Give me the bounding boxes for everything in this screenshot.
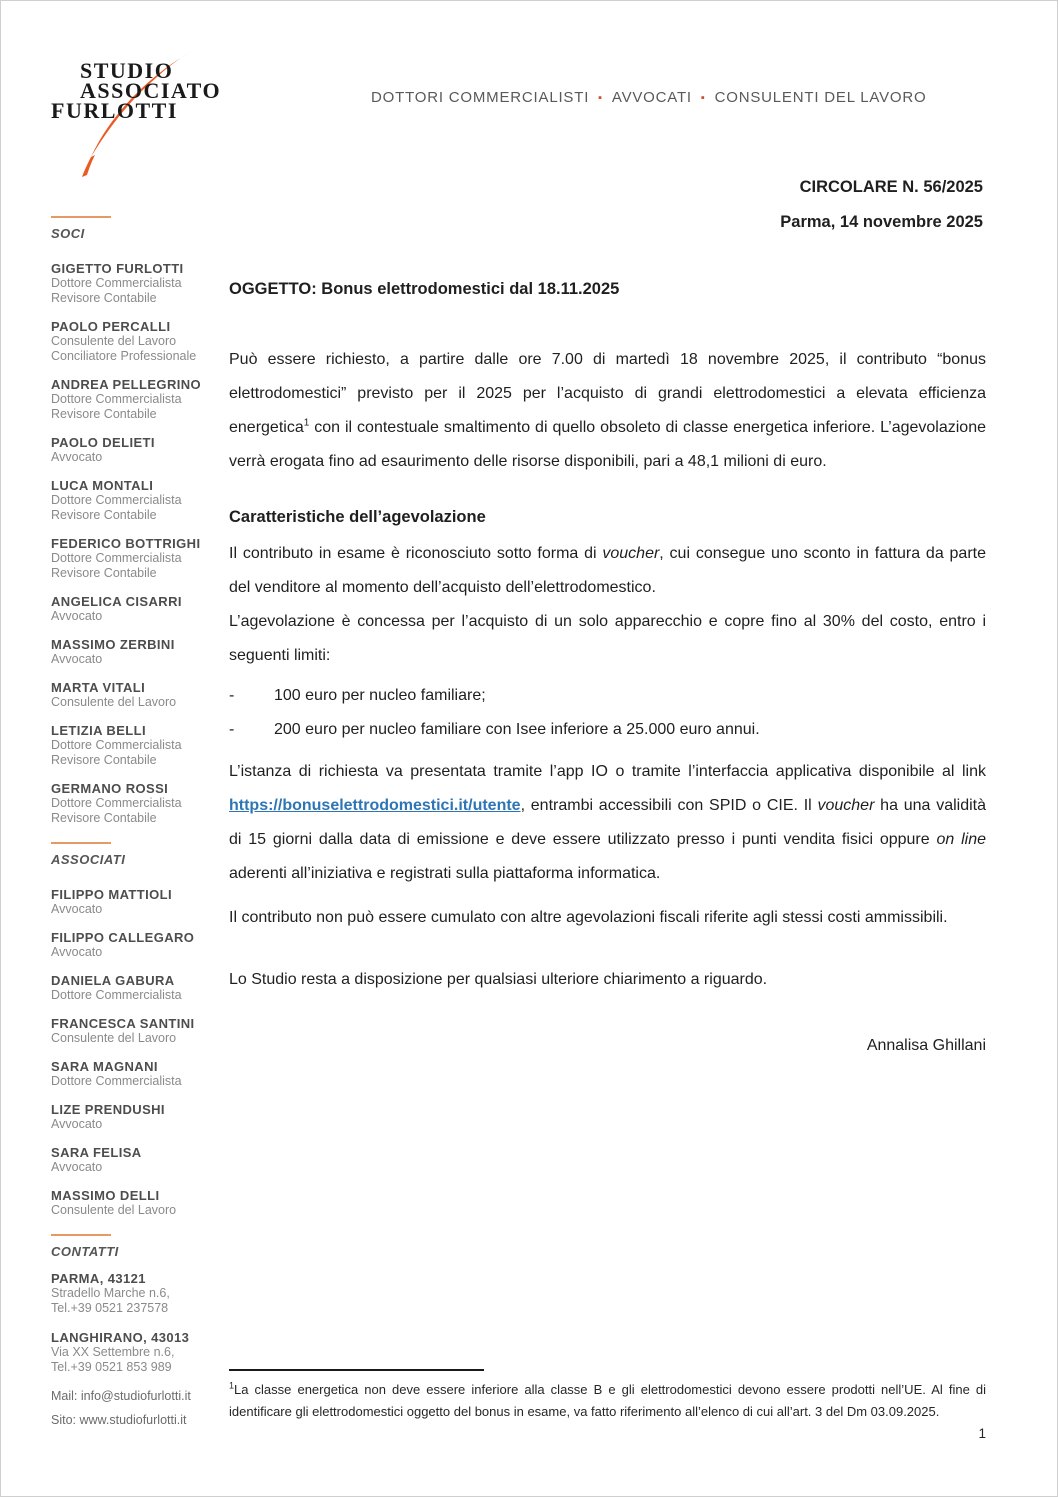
member-role: Avvocato bbox=[51, 1117, 103, 1131]
footnote-separator-line bbox=[229, 1369, 484, 1371]
sidebar-section-contatti bbox=[51, 1234, 223, 1428]
footnote-reference: 1 bbox=[303, 417, 310, 429]
member-role: Revisore Contabile bbox=[51, 811, 157, 825]
footnote-text bbox=[229, 1379, 986, 1422]
member-name: GIGETTO FURLOTTI bbox=[51, 261, 184, 276]
footnote-number: 1 bbox=[229, 1380, 235, 1391]
member-name: MASSIMO ZERBINI bbox=[51, 637, 175, 652]
member-role: Conciliatore Professionale bbox=[51, 349, 197, 363]
member-item bbox=[51, 973, 223, 1003]
soci-label: SOCI bbox=[51, 226, 85, 241]
tagline-part-commercialisti: DOTTORI COMMERCIALISTI bbox=[371, 89, 590, 106]
member-item bbox=[51, 478, 223, 523]
member-role: Consulente del Lavoro bbox=[51, 1031, 177, 1045]
member-name: FRANCESCA SANTINI bbox=[51, 1016, 195, 1031]
subject-line: OGGETTO: Bonus elettrodomestici dal 18.11.2025 bbox=[229, 280, 620, 298]
member-role: Dottore Commercialista bbox=[51, 796, 182, 810]
office-phone: Tel.+39 0521 853 989 bbox=[51, 1360, 172, 1374]
paragraph-closing: Lo Studio resta a disposizione per qualsiasi ulteriore chiarimento a riguardo. bbox=[229, 971, 768, 988]
member-name: ANGELICA CISARRI bbox=[51, 594, 182, 609]
member-role: Dottore Commercialista bbox=[51, 1074, 182, 1088]
member-name: PAOLO DELIETI bbox=[51, 435, 155, 450]
office-address: Via XX Settembre n.6, bbox=[51, 1345, 175, 1359]
page-number: 1 bbox=[978, 1426, 986, 1441]
section-divider-line bbox=[51, 842, 111, 844]
list-dash: - bbox=[229, 721, 235, 738]
sidebar-section-associati bbox=[51, 842, 223, 1218]
sidebar bbox=[51, 216, 223, 1428]
member-role: Avvocato bbox=[51, 1160, 103, 1174]
section-divider-line bbox=[51, 216, 111, 218]
member-role: Dottore Commercialista bbox=[51, 392, 182, 406]
italic-term-voucher: voucher bbox=[602, 545, 660, 562]
logo-line-studio: STUDIO bbox=[80, 58, 174, 83]
member-role: Dottore Commercialista bbox=[51, 551, 182, 565]
tagline-part-consulenti: CONSULENTI DEL LAVORO bbox=[714, 89, 927, 106]
tagline-part-avvocati: AVVOCATI bbox=[611, 89, 692, 106]
paragraph-text: ha una validità di 15 giorni dalla data di emissione e deve essere utilizzato presso i punti vendita fisici oppure bbox=[229, 797, 987, 848]
office-langhirano bbox=[51, 1330, 223, 1375]
tagline-separator-icon: ▪ bbox=[598, 92, 603, 104]
contact-mail: Mail: info@studiofurlotti.it bbox=[51, 1389, 191, 1403]
firm-tagline bbox=[371, 89, 926, 106]
member-role: Dottore Commercialista bbox=[51, 988, 182, 1002]
member-name: ANDREA PELLEGRINO bbox=[51, 377, 202, 392]
member-name: LETIZIA BELLI bbox=[51, 723, 146, 738]
member-item bbox=[51, 377, 223, 422]
firm-logo bbox=[49, 51, 239, 171]
member-role: Consulente del Lavoro bbox=[51, 334, 177, 348]
office-parma bbox=[51, 1271, 223, 1316]
member-name: FILIPPO CALLEGARO bbox=[51, 930, 195, 945]
member-name: MARTA VITALI bbox=[51, 680, 146, 695]
section-heading-caratteristiche: Caratteristiche dell’agevolazione bbox=[229, 508, 486, 526]
paragraph-voucher bbox=[229, 537, 986, 605]
paragraph-istanza bbox=[229, 755, 986, 891]
place-and-date: Parma, 14 novembre 2025 bbox=[780, 213, 983, 231]
list-dash: - bbox=[229, 687, 235, 704]
circular-number: CIRCOLARE N. 56/2025 bbox=[799, 178, 983, 196]
member-item bbox=[51, 594, 223, 624]
member-name: SARA FELISA bbox=[51, 1145, 142, 1160]
paragraph-text: , entrambi accessibili con SPID o CIE. Il bbox=[520, 797, 818, 814]
member-name: PAOLO PERCALLI bbox=[51, 319, 171, 334]
member-name: FILIPPO MATTIOLI bbox=[51, 887, 172, 902]
member-item bbox=[51, 637, 223, 667]
member-item bbox=[51, 680, 223, 710]
limits-list bbox=[229, 679, 986, 747]
circular-header bbox=[229, 177, 983, 232]
paragraph-text: , cui consegue uno sconto in fattura da parte del venditore al momento dell’acquisto dell’elettrodomestico. bbox=[229, 545, 987, 596]
office-city: PARMA, 43121 bbox=[51, 1271, 146, 1286]
italic-term-voucher: voucher bbox=[817, 797, 875, 814]
member-item bbox=[51, 1059, 223, 1089]
bonus-portal-link[interactable]: https://bonuselettrodomestici.it/utente bbox=[229, 797, 521, 814]
paragraph-cumulo: Il contributo non può essere cumulato con altre agevolazioni fiscali riferite agli stessi costi ammissibili. bbox=[229, 909, 948, 926]
member-item bbox=[51, 887, 223, 917]
footnote-area bbox=[229, 1369, 986, 1441]
tagline-separator-icon: ▪ bbox=[700, 92, 706, 104]
list-item bbox=[229, 679, 986, 713]
member-role: Consulente del Lavoro bbox=[51, 1203, 177, 1217]
footnote-body: La classe energetica non deve essere inferiore alla classe B e gli elettrodomestici devono essere prodotti nell’UE. Al fine di identificare gli elettrodomestici oggetto del bonus in esame, va fatto riferimento all’elenco di cui all’art. 3 del Dm 03.09.2025. bbox=[229, 1382, 986, 1419]
member-item bbox=[51, 1188, 223, 1218]
member-role: Dottore Commercialista bbox=[51, 276, 182, 290]
member-item bbox=[51, 1016, 223, 1046]
member-name: LUCA MONTALI bbox=[51, 478, 154, 493]
member-role: Dottore Commercialista bbox=[51, 493, 182, 507]
member-item bbox=[51, 781, 223, 826]
member-item bbox=[51, 536, 223, 581]
paragraph-intro bbox=[229, 343, 986, 479]
office-phone: Tel.+39 0521 237578 bbox=[51, 1301, 169, 1315]
paragraph-limits: L’agevolazione è concessa per l’acquisto di un solo apparecchio e copre fino al 30% del costo, entro i seguenti limiti: bbox=[229, 613, 986, 664]
paragraph-text: Il contributo in esame è riconosciuto sotto forma di bbox=[229, 545, 603, 562]
member-name: DANIELA GABURA bbox=[51, 973, 175, 988]
list-item bbox=[229, 713, 986, 747]
section-divider-line bbox=[51, 1234, 111, 1236]
member-role: Avvocato bbox=[51, 902, 103, 916]
member-role: Revisore Contabile bbox=[51, 291, 157, 305]
office-address: Stradello Marche n.6, bbox=[51, 1286, 170, 1300]
member-role: Dottore Commercialista bbox=[51, 738, 182, 752]
member-item bbox=[51, 1102, 223, 1132]
contact-site: Sito: www.studiofurlotti.it bbox=[51, 1413, 187, 1427]
member-role: Avvocato bbox=[51, 945, 103, 959]
member-item bbox=[51, 435, 223, 465]
member-name: LIZE PRENDUSHI bbox=[51, 1102, 165, 1117]
italic-term-online: on line bbox=[936, 831, 986, 848]
member-name: GERMANO ROSSI bbox=[51, 781, 169, 796]
member-role: Revisore Contabile bbox=[51, 407, 157, 421]
paragraph-text: con il contestuale smaltimento di quello obsoleto di classe energetica inferiore. L’agevolazione verrà erogata fino ad esaurimento delle risorse disponibili, pari a 48,1 milioni di euro. bbox=[229, 419, 986, 470]
list-item-text: 100 euro per nucleo familiare; bbox=[274, 687, 486, 704]
paragraph-text: L’istanza di richiesta va presentata tramite l’app IO o tramite l’interfaccia applicativa disponibile al link bbox=[229, 763, 986, 780]
contatti-label: CONTATTI bbox=[51, 1244, 119, 1259]
member-role: Avvocato bbox=[51, 450, 103, 464]
member-item bbox=[51, 1145, 223, 1175]
member-role: Revisore Contabile bbox=[51, 508, 157, 522]
member-item bbox=[51, 319, 223, 364]
member-role: Revisore Contabile bbox=[51, 753, 157, 767]
paragraph-text: aderenti all’iniziativa e registrati sulla piattaforma informatica. bbox=[229, 865, 661, 882]
member-name: FEDERICO BOTTRIGHI bbox=[51, 536, 201, 551]
member-role: Avvocato bbox=[51, 652, 103, 666]
member-role: Revisore Contabile bbox=[51, 566, 157, 580]
logo-line-associato: ASSOCIATO bbox=[80, 78, 222, 103]
logo-line-furlotti: FURLOTTI bbox=[51, 98, 178, 123]
member-name: MASSIMO DELLI bbox=[51, 1188, 160, 1203]
member-item bbox=[51, 261, 223, 306]
office-city: LANGHIRANO, 43013 bbox=[51, 1330, 190, 1345]
signature-name: Annalisa Ghillani bbox=[866, 1037, 986, 1054]
associati-label: ASSOCIATI bbox=[51, 852, 126, 867]
sidebar-section-soci bbox=[51, 216, 223, 826]
member-name: SARA MAGNANI bbox=[51, 1059, 158, 1074]
logo-text bbox=[49, 51, 239, 121]
list-item-text: 200 euro per nucleo familiare con Isee inferiore a 25.000 euro annui. bbox=[274, 721, 760, 738]
member-role: Avvocato bbox=[51, 609, 103, 623]
paragraph-text: Può essere richiesto, a partire dalle ore 7.00 di martedì 18 novembre 2025, il contributo “bonus elettrodomestici” previsto per il 2025 per l’acquisto di grandi elettrodomestici a elevata efficienza energetica bbox=[229, 351, 986, 436]
letter-body bbox=[229, 271, 986, 1061]
member-item bbox=[51, 930, 223, 960]
member-item bbox=[51, 723, 223, 768]
member-role: Consulente del Lavoro bbox=[51, 695, 177, 709]
